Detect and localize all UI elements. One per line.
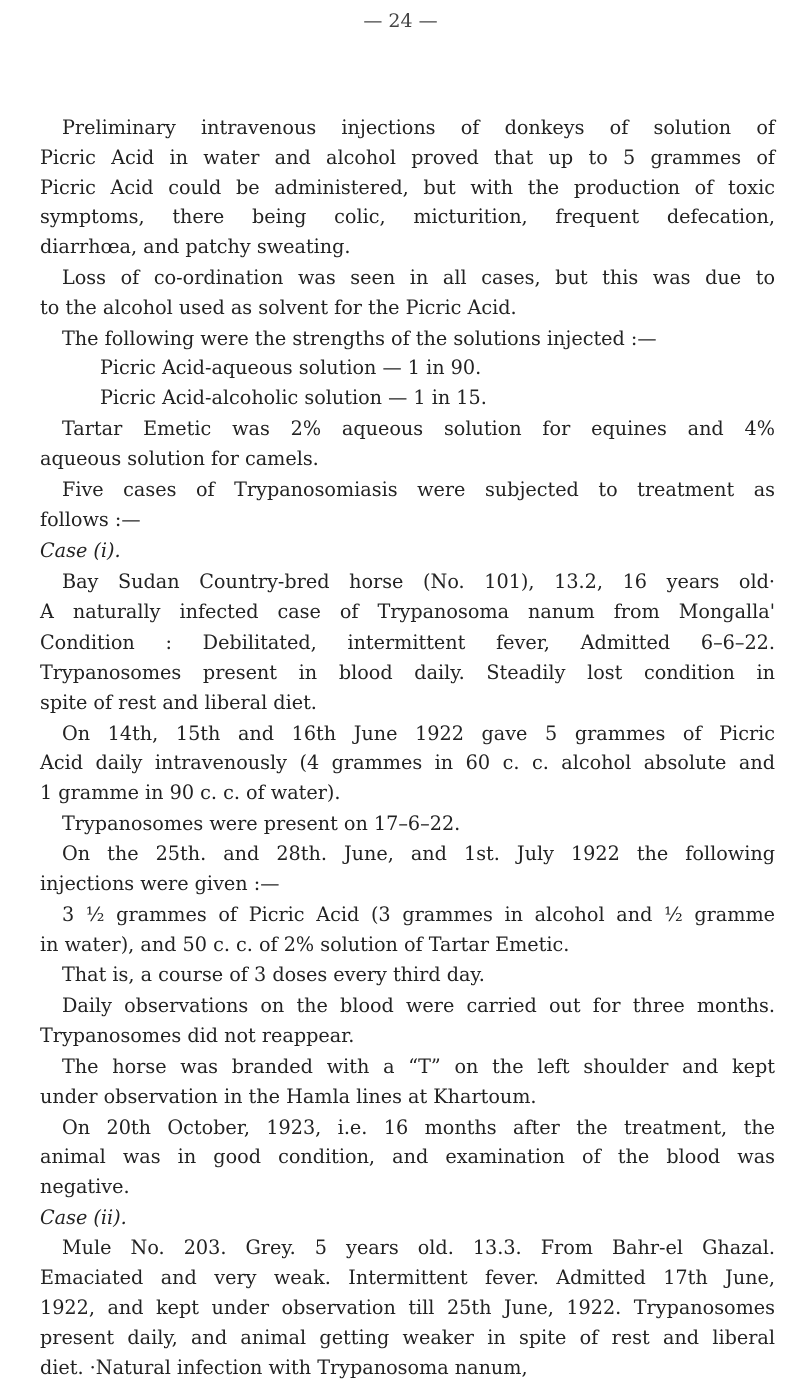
text-line: Condition : Debilitated, intermittent fever, Admitted 6–6–22. <box>40 630 775 654</box>
text-line: Trypanosomes present in blood daily. Steadily lost condition in <box>40 660 775 684</box>
text-line: follows :— <box>40 508 141 532</box>
text-line: 3 ½ grammes of Picric Acid (3 grammes in alcohol and ½ gramme <box>62 903 775 927</box>
page-number: — 24 — <box>363 10 438 32</box>
text-line: negative. <box>40 1175 130 1199</box>
text-line: Trypanosomes were present on 17–6–22. <box>62 812 461 836</box>
text-line: 1922, and kept under observation till 25th June, 1922. Trypanosomes <box>40 1296 775 1320</box>
text-line: Loss of co-ordination was seen in all cases, but this was due to <box>62 265 775 289</box>
text-line: On the 25th. and 28th. June, and 1st. July 1922 the following <box>62 842 775 866</box>
text-line: A naturally infected case of Trypanosoma nanum from Mongalla' <box>40 599 775 623</box>
text-line: in water), and 50 c. c. of 2% solution of Tartar Emetic. <box>40 933 570 956</box>
text-line: Preliminary intravenous injections of donkeys of solution of <box>62 116 775 139</box>
text-line: symptoms, there being colic, micturition, frequent defecation, <box>40 204 775 228</box>
text-line: present daily, and animal getting weaker in spite of rest and liberal <box>40 1326 775 1350</box>
text-line: spite of rest and liberal diet. <box>40 690 317 714</box>
text-line: Bay Sudan Country-bred horse (No. 101), 13.2, 16 years old· <box>62 569 775 593</box>
text-line: Picric Acid-alcoholic solution — 1 in 15. <box>100 386 487 410</box>
text-line: diarrhœa, and patchy sweating. <box>40 234 351 258</box>
case-heading: Case (ii). <box>40 1206 127 1230</box>
case-heading: Case (i). <box>40 538 121 562</box>
text-line: Picric Acid-aqueous solution — 1 in 90. <box>100 356 482 380</box>
text-line: That is, a course of 3 doses every third day. <box>62 962 485 986</box>
text-line: aqueous solution for camels. <box>40 447 319 471</box>
text-line: Acid daily intravenously (4 grammes in 60 c. c. alcohol absolute and <box>40 751 775 775</box>
text-line: 1 gramme in 90 c. c. of water). <box>40 781 341 805</box>
text-line: The horse was branded with a “T” on the left shoulder and kept <box>62 1054 775 1078</box>
text-line: injections were given :— <box>40 872 280 896</box>
text-line: Picric Acid in water and alcohol proved that up to 5 grammes of <box>40 145 775 169</box>
text-line: Mule No. 203. Grey. 5 years old. 13.3. From Bahr-el Ghazal. <box>62 1236 775 1260</box>
text-line: The following were the strengths of the solutions injected :— <box>62 326 657 350</box>
text-line: Emaciated and very weak. Intermittent fever. Admitted 17th June, <box>40 1266 775 1290</box>
text-line: Picric Acid could be administered, but with the production of toxic <box>40 175 775 199</box>
text-line: under observation in the Hamla lines at Khartoum. <box>40 1084 537 1108</box>
text-line: Five cases of Trypanosomiasis were subjected to treatment as <box>62 478 775 502</box>
text-line: Trypanosomes did not reappear. <box>40 1023 355 1047</box>
text-line: On 14th, 15th and 16th June 1922 gave 5 grammes of Picric <box>62 721 775 745</box>
text-line: animal was in good condition, and examination of the blood was <box>40 1145 775 1169</box>
text-line: diet. ·Natural infection with Trypanosoma nanum, <box>40 1356 528 1379</box>
text-line: On 20th October, 1923, i.e. 16 months after the treatment, the <box>62 1115 775 1139</box>
text-line: to the alcohol used as solvent for the Picric Acid. <box>40 295 517 319</box>
text-line: Daily observations on the blood were carried out for three months. <box>62 993 775 1017</box>
text-line: Tartar Emetic was 2% aqueous solution for equines and 4% <box>62 417 775 441</box>
